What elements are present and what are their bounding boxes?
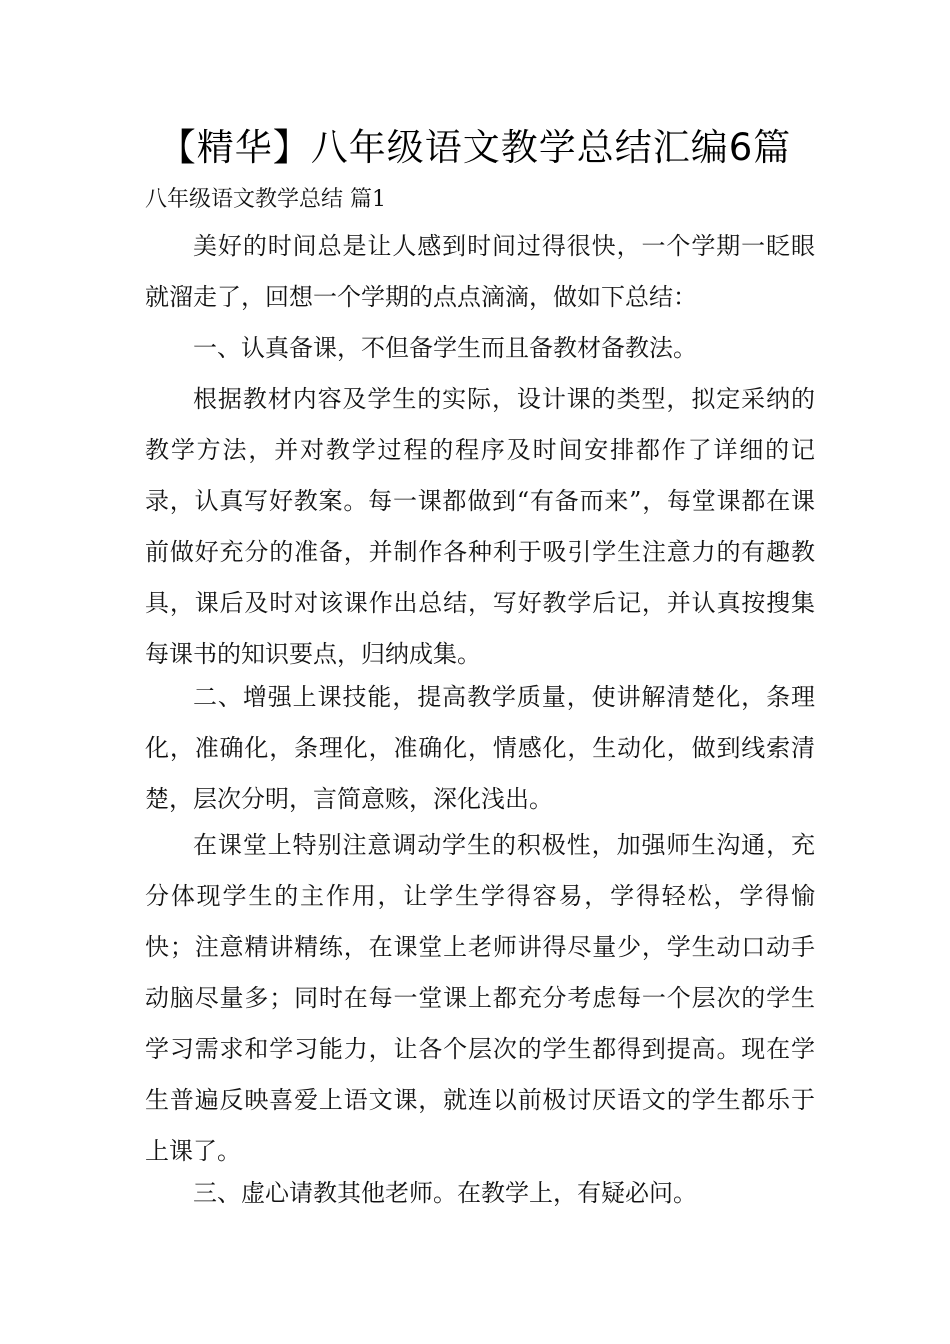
paragraph-point-2: 二、增强上课技能，提高教学质量，使讲解清楚化，条理化，准确化，条理化，准确化，情感化，生动化，做到线索清楚，层次分明，言简意赅，深化浅出。 [145,683,815,813]
paragraph-lesson-prep: 根据教材内容及学生的实际，设计课的类型，拟定采纳的教学方法，并对教学过程的程序及时间安排都作了详细的记录，认真写好教案。每一课都做到“有备而来”，每堂课都在课前做好充分的准备，并制作各种利于吸引学生注意力的有趣教具，课后及时对该课作出总结，写好教学后记，并认真按搜集每课书的知识要点，归纳成集。 [145,385,815,668]
paragraph-intro: 美好的时间总是让人感到时间过得很快，一个学期一眨眼就溜走了，回想一个学期的点点滴滴，做如下总结： [145,232,815,311]
paragraph-point-1: 一、认真备课，不但备学生而且备教材备教法。 [193,334,697,362]
paragraph-classroom: 在课堂上特别注意调动学生的积极性，加强师生沟通，充分体现学生的主作用，让学生学得容易，学得轻松，学得愉快；注意精讲精练，在课堂上老师讲得尽量少，学生动口动手动脑尽量多；同时在每一堂课上都充分考虑每一个层次的学生学习需求和学习能力，让各个层次的学生都得到提高。现在学生普遍反映喜爱上语文课，就连以前极讨厌语文的学生都乐于上课了。 [145,831,815,1165]
document-title: 【精华】八年级语文教学总结汇编6篇 [158,126,792,169]
section-heading: 八年级语文教学总结 篇1 [145,187,386,212]
paragraph-point-3: 三、虚心请教其他老师。在教学上，有疑必问。 [193,1179,697,1207]
